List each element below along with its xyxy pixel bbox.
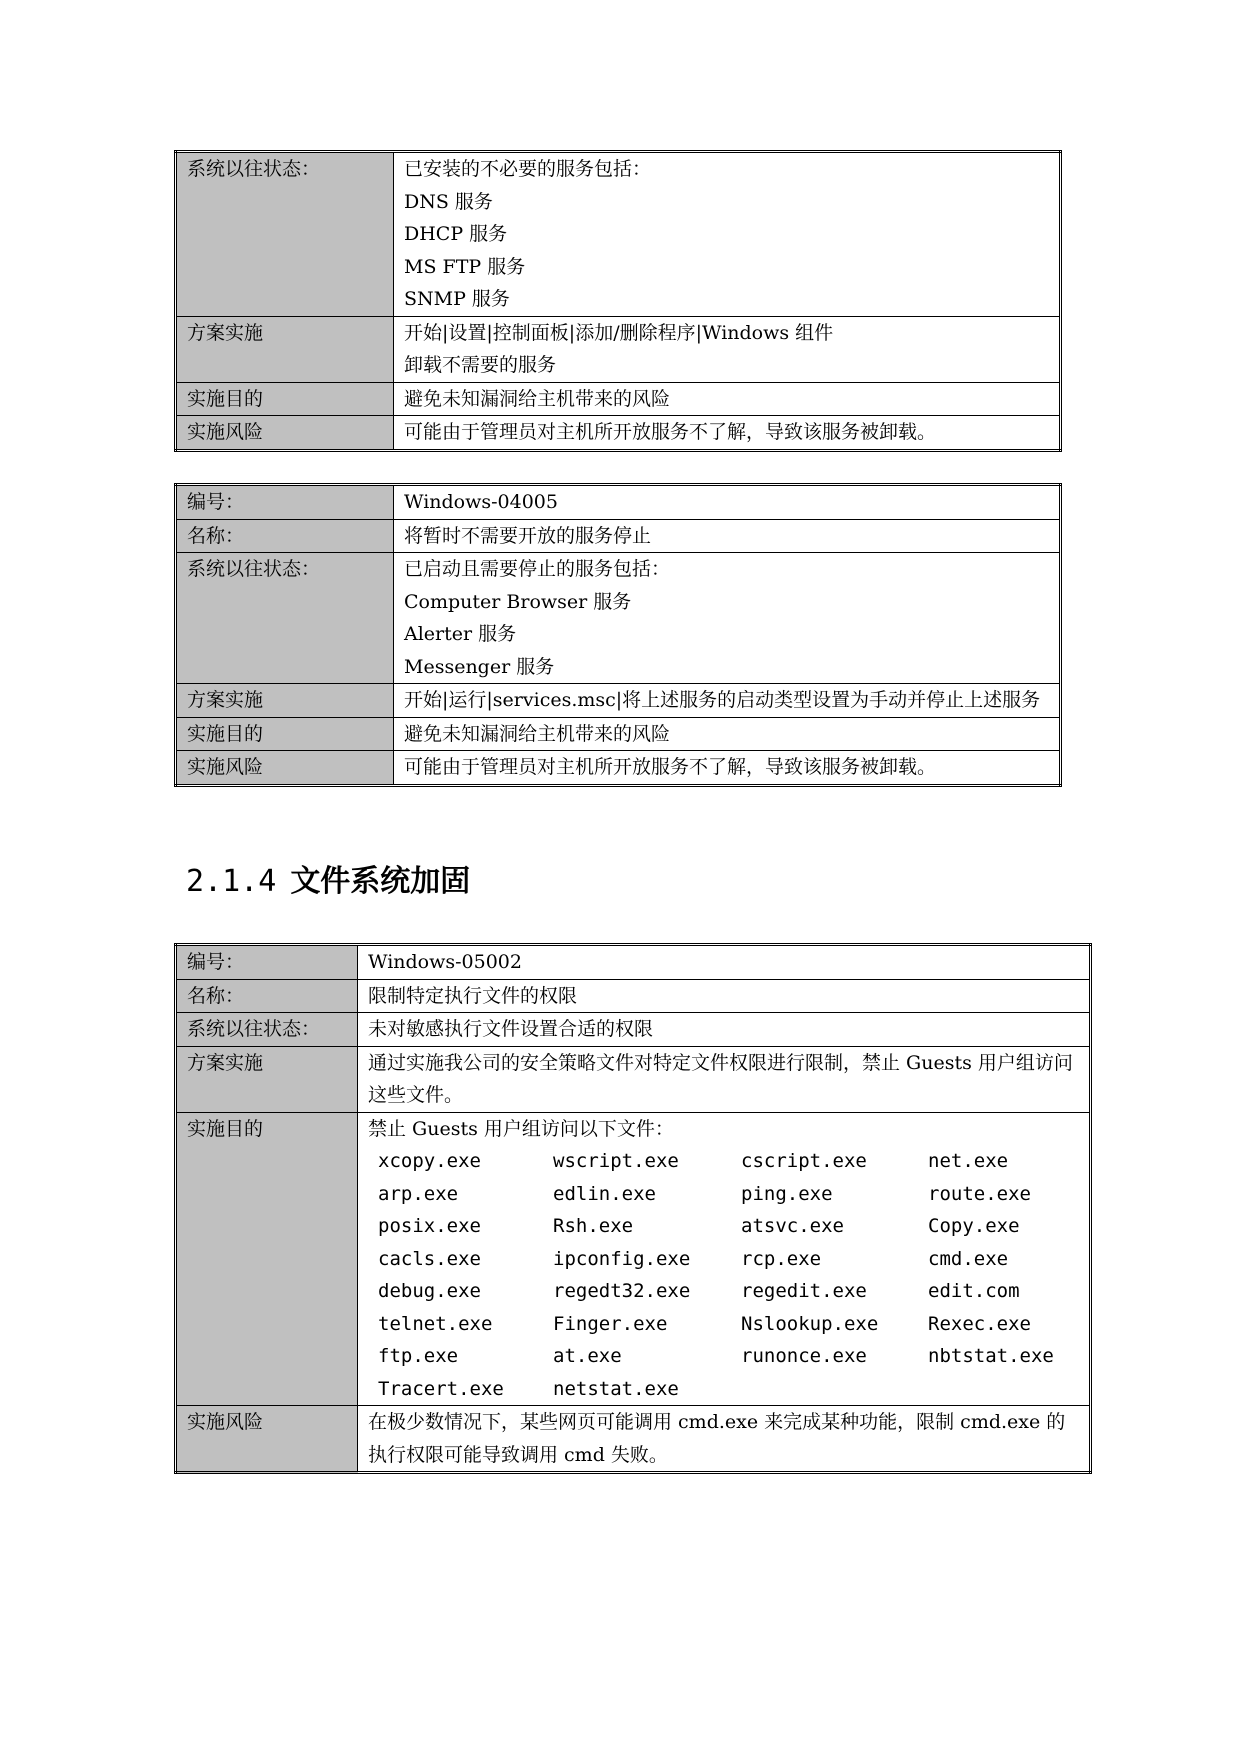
row-value: [394, 717, 1061, 751]
file-name: Copy.exe: [928, 1215, 1020, 1237]
row-value: [394, 316, 1061, 382]
file-row: [378, 1210, 1054, 1243]
row-value: 未对敏感执行文件设置合适的权限: [358, 1013, 1091, 1047]
row-label: 方案实施: [176, 684, 394, 718]
file-name: regedit.exe: [741, 1280, 867, 1302]
file-name: rcp.exe: [741, 1247, 822, 1270]
row-value: Windows-05002: [358, 945, 1091, 980]
table-row: [176, 979, 1091, 1013]
value-line: DHCP 服务: [404, 223, 508, 245]
value-line: 开始|设置|控制面板|添加/删除程序|Windows 组件: [404, 321, 834, 344]
table-row: [176, 945, 1091, 980]
file-name: [928, 1373, 1054, 1406]
row-label: 编号：: [176, 945, 358, 980]
file-name: Finger.exe: [553, 1312, 668, 1335]
row-value: 限制特定执行文件的权限: [358, 979, 1091, 1013]
file-name: arp.exe: [378, 1182, 459, 1205]
value-line: 已启动且需要停止的服务包括：: [404, 558, 671, 580]
file-permission-table: [174, 943, 1092, 1474]
row-value: [394, 553, 1061, 684]
table-row: [176, 1406, 1091, 1473]
row-value: [394, 751, 1061, 786]
table-row: [176, 152, 1061, 317]
row-value: [394, 416, 1061, 451]
file-name: posix.exe: [378, 1215, 481, 1237]
value-text: 开始|运行|services.msc|将上述服务的启动类型设置为手动并停止上述服务: [404, 689, 1041, 711]
row-value: [394, 382, 1061, 416]
section-heading: [186, 856, 470, 900]
value-line: SNMP 服务: [404, 288, 510, 310]
table-row: [176, 751, 1061, 786]
file-name: netstat.exe: [553, 1377, 679, 1400]
file-row: [378, 1308, 1054, 1341]
file-name: ftp.exe: [378, 1345, 459, 1367]
table-row: [176, 1013, 1091, 1047]
value-line: 卸载不需要的服务: [404, 354, 557, 376]
row-value: 在极少数情况下，某些网页可能调用 cmd.exe 来完成某种功能，限制 cmd.exe 的执行权限可能导致调用 cmd 失败。: [358, 1406, 1091, 1473]
file-name: xcopy.exe: [378, 1150, 481, 1172]
table-row: [176, 684, 1061, 718]
row-label: 系统以往状态：: [176, 152, 394, 317]
row-label: 编号：: [176, 485, 394, 520]
file-name: atsvc.exe: [741, 1215, 844, 1237]
files-body: [378, 1145, 1054, 1405]
file-name: cmd.exe: [928, 1247, 1009, 1270]
value-line: Alerter 服务: [404, 623, 517, 645]
row-value: [394, 152, 1061, 317]
value-line: Messenger 服务: [404, 655, 555, 678]
file-row: [378, 1373, 1054, 1406]
file-name: at.exe: [553, 1345, 622, 1367]
row-label: 系统以往状态：: [176, 1013, 358, 1047]
file-name: edlin.exe: [553, 1182, 656, 1205]
value-line: Windows-04005: [404, 491, 558, 513]
row-label: 实施风险: [176, 751, 394, 786]
row-label: 方案实施: [176, 1046, 358, 1112]
table-row: [176, 1112, 1091, 1406]
value-line: DNS 服务: [404, 190, 493, 213]
file-name: wscript.exe: [553, 1150, 679, 1172]
row-label: 名称：: [176, 519, 394, 553]
file-name: Rsh.exe: [553, 1215, 634, 1237]
row-value: [358, 1112, 1091, 1406]
file-name: ping.exe: [741, 1182, 833, 1205]
file-name: Tracert.exe: [378, 1377, 504, 1400]
value-line: 避免未知漏洞给主机带来的风险: [404, 722, 671, 745]
value-line: 将暂时不需要开放的服务停止: [404, 524, 652, 547]
row-value: 通过实施我公司的安全策略文件对特定文件权限进行限制，禁止 Guests 用户组访问这些文件。: [358, 1046, 1091, 1112]
file-name: route.exe: [928, 1182, 1031, 1205]
row-label: 方案实施: [176, 316, 394, 382]
file-row: [378, 1243, 1054, 1276]
value-line: 避免未知漏洞给主机带来的风险: [404, 387, 671, 410]
file-row: [378, 1145, 1054, 1178]
file-name: Nslookup.exe: [741, 1312, 879, 1335]
file-name: edit.com: [928, 1280, 1020, 1302]
file-name: telnet.exe: [378, 1312, 493, 1335]
file-row: [378, 1178, 1054, 1211]
file-name: runonce.exe: [741, 1345, 867, 1367]
table2-body: [176, 485, 1061, 786]
purpose-intro: 禁止 Guests 用户组访问以下文件：: [368, 1117, 674, 1140]
row-label: 实施目的: [176, 382, 394, 416]
row-value: [394, 485, 1061, 520]
table-row: [176, 717, 1061, 751]
table1-body: [176, 152, 1061, 451]
table-row: [176, 416, 1061, 451]
file-name: cacls.exe: [378, 1247, 481, 1270]
file-name: regedt32.exe: [553, 1280, 691, 1302]
row-value: [394, 519, 1061, 553]
row-label: 实施风险: [176, 416, 394, 451]
file-name: cscript.exe: [741, 1150, 867, 1172]
row-value: [394, 684, 1061, 718]
row-label: 名称：: [176, 979, 358, 1013]
row-label: 实施目的: [176, 1112, 358, 1406]
file-name: nbtstat.exe: [928, 1345, 1054, 1367]
file-name: Rexec.exe: [928, 1312, 1031, 1335]
service-removal-table: [174, 150, 1062, 452]
value-line: 已安装的不必要的服务包括：: [404, 158, 652, 180]
file-name: debug.exe: [378, 1280, 481, 1302]
file-row: [378, 1340, 1054, 1373]
section-title: 文件系统加固: [290, 864, 471, 899]
table-row: [176, 553, 1061, 684]
value-line: MS FTP 服务: [404, 255, 526, 278]
row-label: 实施风险: [176, 1406, 358, 1473]
row-label: 实施目的: [176, 717, 394, 751]
section-number: 2.1.4: [186, 864, 277, 899]
table-row: [176, 316, 1061, 382]
restricted-files-list: [378, 1145, 1054, 1405]
table-row: [176, 519, 1061, 553]
value-line: Computer Browser 服务: [404, 590, 632, 613]
table-row: [176, 1046, 1091, 1112]
file-name: ipconfig.exe: [553, 1247, 691, 1270]
value-line: 可能由于管理员对主机所开放服务不了解，导致该服务被卸载。: [404, 756, 937, 778]
file-name: net.exe: [928, 1150, 1009, 1172]
file-name: [741, 1373, 928, 1406]
service-stop-table: [174, 483, 1062, 787]
file-row: [378, 1275, 1054, 1308]
table-row: [176, 485, 1061, 520]
value-line: 可能由于管理员对主机所开放服务不了解，导致该服务被卸载。: [404, 421, 937, 443]
table-row: [176, 382, 1061, 416]
row-label: 系统以往状态：: [176, 553, 394, 684]
